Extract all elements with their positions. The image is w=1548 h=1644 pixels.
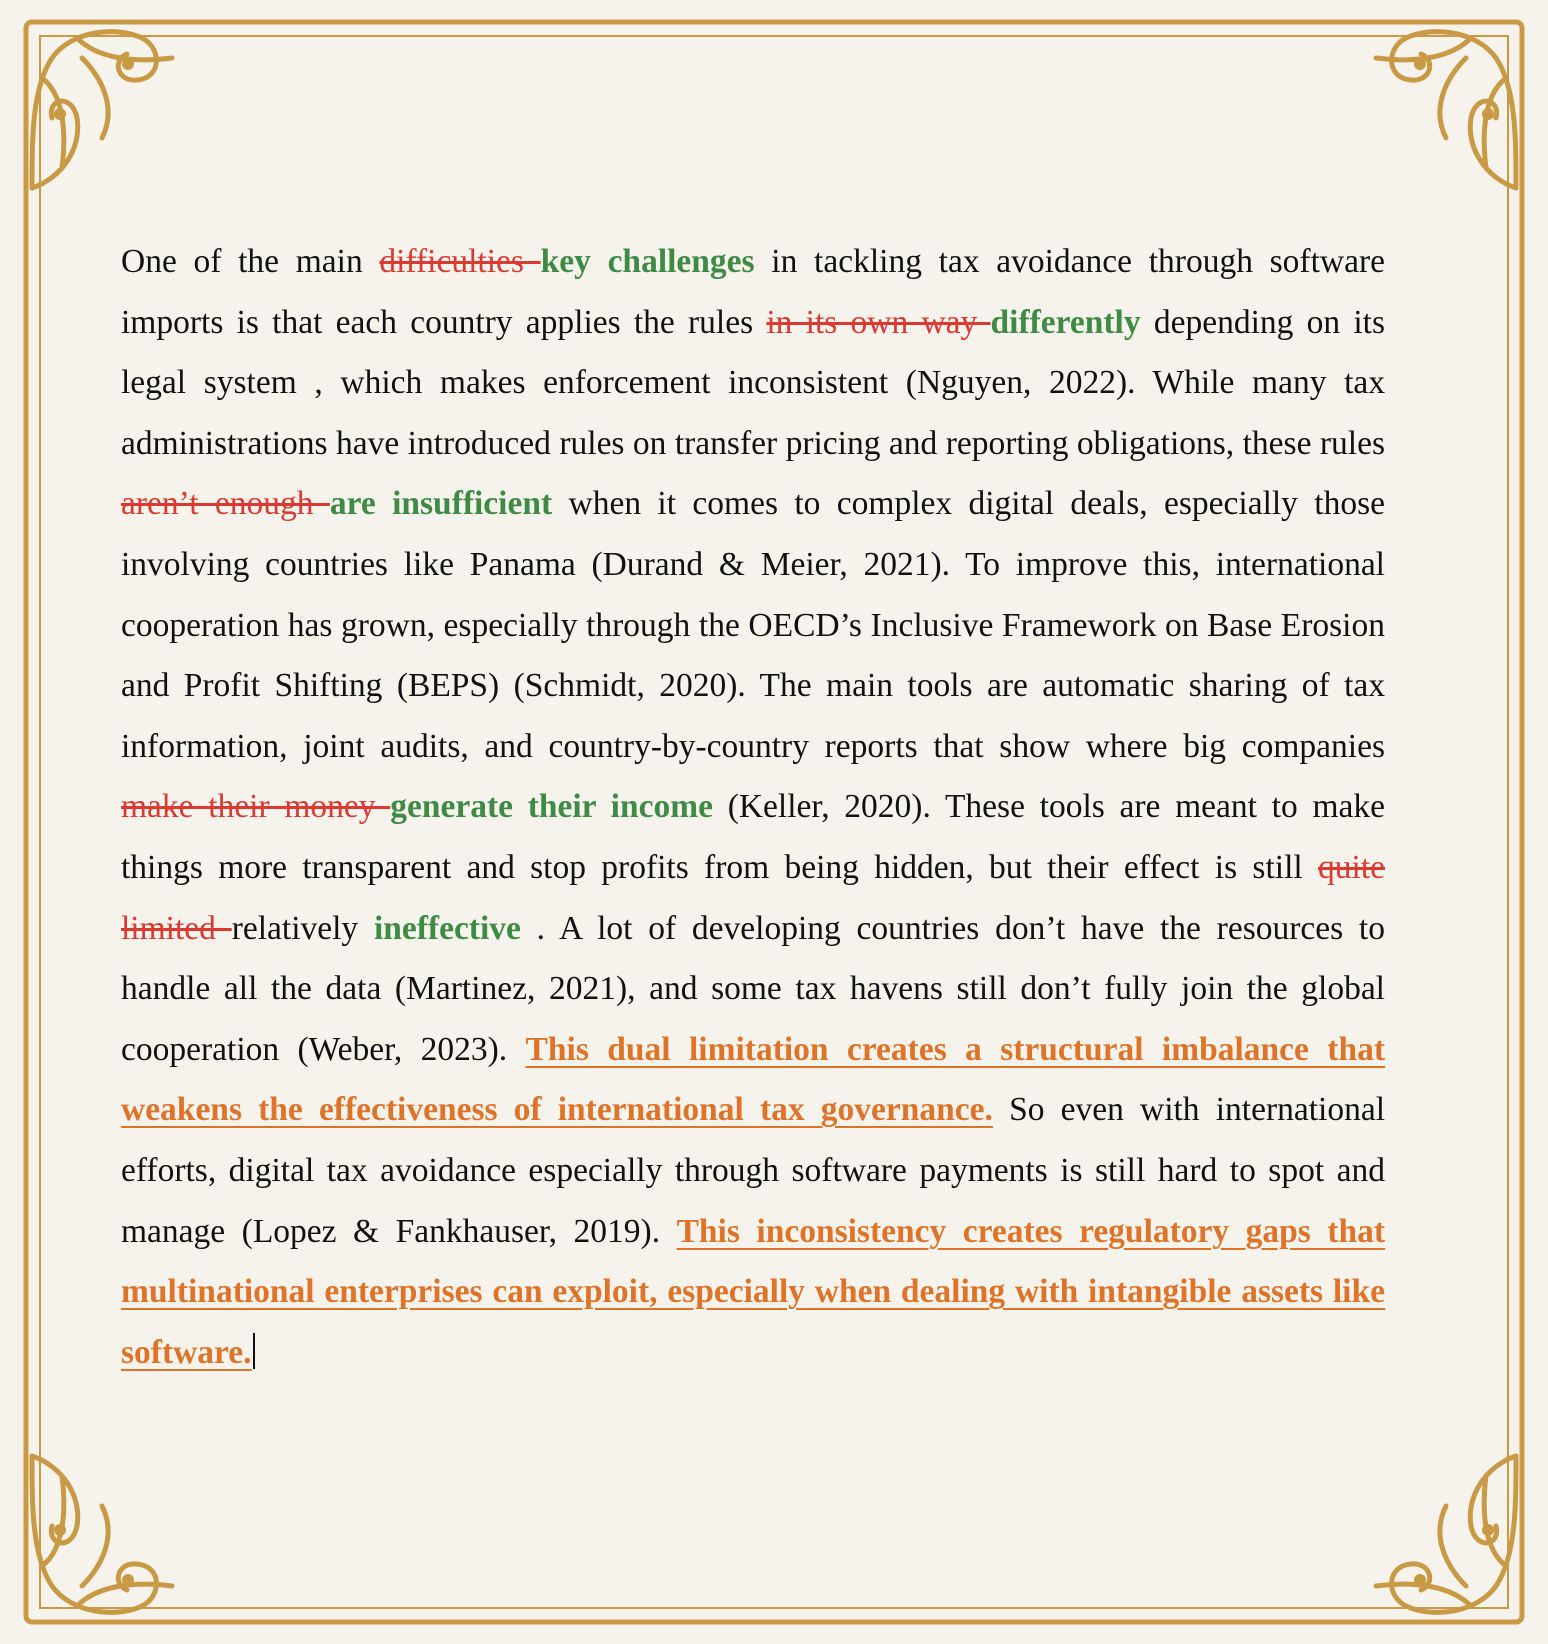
- deleted-text: aren’t enough: [121, 485, 330, 523]
- corner-flourish-icon: [22, 18, 202, 198]
- deleted-text: make their money: [121, 788, 391, 826]
- added-sentence: This inconsistency creates regulatory gaps that multinational enterprises can exploit, especially when dealing with intangible assets like software.: [121, 1212, 1386, 1371]
- text-run: when it comes to complex digital deals, especially those involving countries like Panama (Durand & Meier, 2021). To improve this, international cooperation has grown, especially through the OECD’s Inclusive Framework on Base Erosion and Profit Shifting (BEPS) (Schmidt, 2020). The main tools are automatic sharing of tax information, joint audits, and country-by-country reports that show where big companies: [121, 485, 1386, 765]
- inserted-text: ineffective: [373, 909, 521, 947]
- text-run: . A lot of developing countries don’t have the resources to handle all the data (Martinez, 2021), and some tax havens still don’t fully join the global cooperation (Weber, 2023).: [121, 909, 1385, 1068]
- corner-flourish-icon: [1346, 18, 1526, 198]
- text-run: relatively: [231, 909, 374, 947]
- inserted-text: are insufficient: [329, 485, 553, 523]
- corner-flourish-icon: [22, 1446, 202, 1626]
- text-run: One of the main: [121, 243, 380, 280]
- corner-flourish-icon: [1346, 1446, 1526, 1626]
- deleted-text: quite limited: [121, 848, 1385, 947]
- added-sentence: This dual limitation creates a structural imbalance that weakens the effectiveness of international tax governance.: [121, 1030, 1385, 1129]
- deleted-text: in its own way: [766, 303, 991, 341]
- paragraph[interactable]: [121, 232, 1385, 1383]
- deleted-text: difficulties: [379, 243, 541, 280]
- text-run: (Keller, 2020). These tools are meant to make things more transparent and stop profits from being hidden, but their effect is still: [121, 788, 1385, 886]
- text-run: depending on its legal system , which makes enforcement inconsistent (Nguyen, 2022). While many tax administrations have introduced rules on transfer pricing and reporting obligations, these rules: [121, 303, 1385, 462]
- text-run: in tackling tax avoidance through software imports is that each country applies the rules: [121, 243, 1385, 341]
- text-run: So even with international efforts, digital tax avoidance especially through software payments is still hard to spot and manage (Lopez & Fankhauser, 2019).: [121, 1091, 1386, 1250]
- inserted-text: generate their income: [390, 788, 713, 826]
- inserted-text: key challenges: [540, 243, 755, 280]
- body-text[interactable]: [121, 232, 1385, 1383]
- inserted-text: differently: [990, 303, 1141, 341]
- text-cursor: [253, 1333, 255, 1369]
